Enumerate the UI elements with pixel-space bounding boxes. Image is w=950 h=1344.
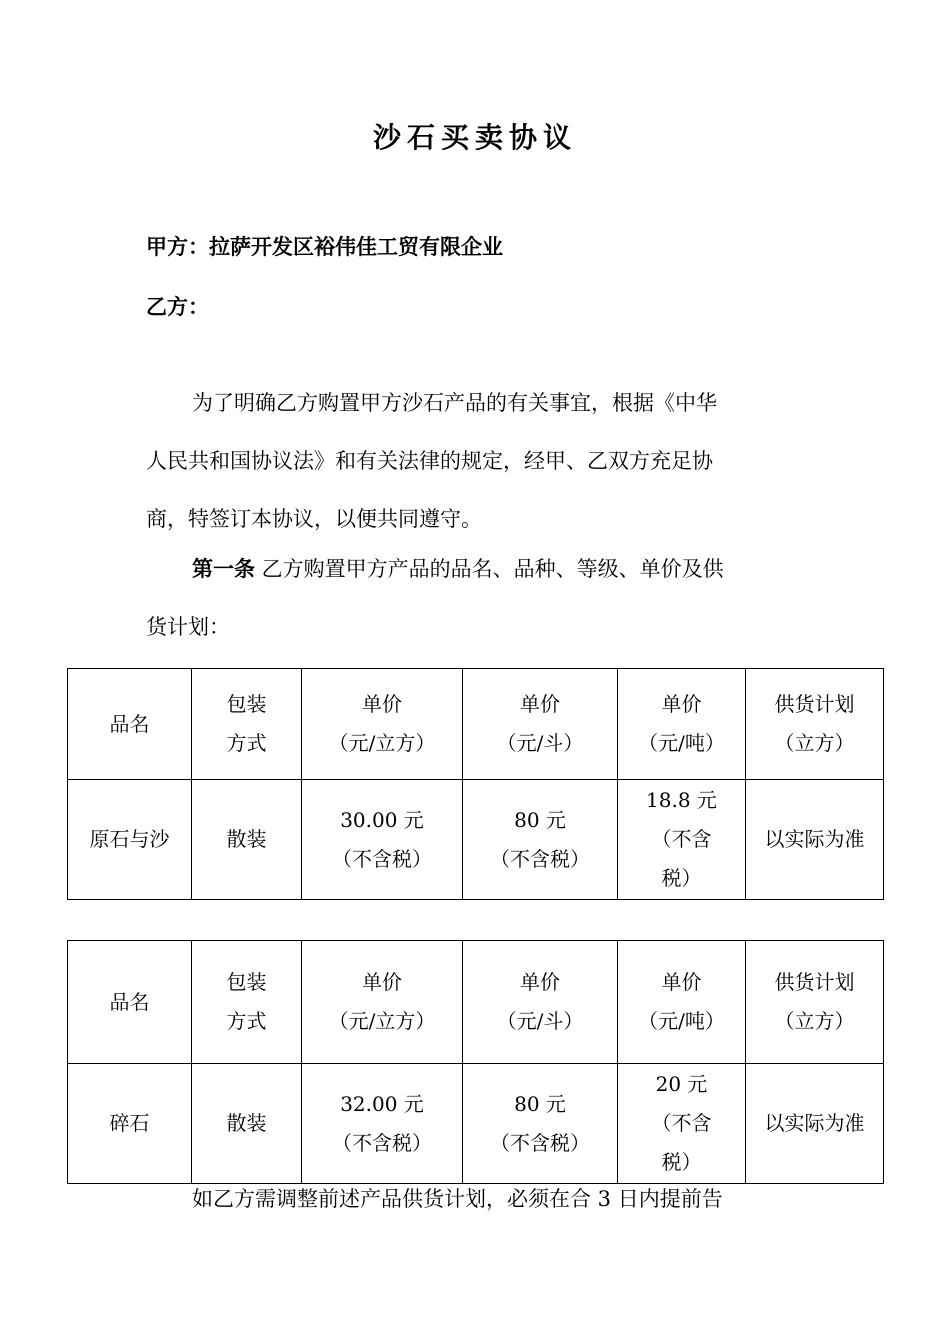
header-cell: 单价 （元/吨） <box>618 941 746 1064</box>
closing-line: 如乙方需调整前述产品供货计划，必须在合 3 日内提前告 <box>192 1187 723 1211</box>
intro-line: 为了明确乙方购置甲方沙石产品的有关事宜，根据《中华 <box>192 391 717 415</box>
price-per-bucket-cell: 80 元 （不含税） <box>463 1064 618 1184</box>
party-b: 乙方： <box>146 295 209 319</box>
price-per-bucket-cell: 80 元 （不含税） <box>463 780 618 900</box>
party-a: 甲方：拉萨开发区裕伟佳工贸有限企业 <box>146 235 503 259</box>
intro-paragraph <box>146 374 810 548</box>
table-header-row <box>68 669 884 780</box>
article-1-line-2: 货计划： <box>146 615 230 639</box>
article-1-heading: 第一条 <box>192 557 255 581</box>
packaging-cell: 散装 <box>192 780 302 900</box>
price-table-2 <box>67 940 884 1184</box>
header-cell: 单价 （元/吨） <box>618 669 746 780</box>
header-cell: 单价 （元/立方） <box>302 941 463 1064</box>
product-name-cell: 原石与沙 <box>68 780 192 900</box>
price-per-cubic-cell: 32.00 元 （不含税） <box>302 1064 463 1184</box>
product-name-cell: 碎石 <box>68 1064 192 1184</box>
price-table-1 <box>67 668 884 900</box>
header-cell: 单价 （元/斗） <box>463 941 618 1064</box>
intro-line: 人民共和国协议法》和有关法律的规定，经甲、乙双方充足协 <box>146 449 713 473</box>
table-row <box>68 780 884 900</box>
price-per-cubic-cell: 30.00 元 （不含税） <box>302 780 463 900</box>
price-per-ton-cell: 18.8 元 （不含 税） <box>618 780 746 900</box>
price-per-ton-cell: 20 元 （不含 税） <box>618 1064 746 1184</box>
supply-plan-cell: 以实际为准 <box>746 780 884 900</box>
header-cell: 单价 （元/斗） <box>463 669 618 780</box>
table-header-row <box>68 941 884 1064</box>
header-cell: 供货计划 （立方） <box>746 669 884 780</box>
header-cell: 包装 方式 <box>192 669 302 780</box>
closing-paragraph <box>146 1170 810 1228</box>
article-1-line <box>146 540 810 598</box>
article-1-text: 乙方购置甲方产品的品名、品种、等级、单价及供 <box>255 557 724 581</box>
article-1-paragraph <box>146 540 810 656</box>
header-cell: 品名 <box>68 941 192 1064</box>
header-cell: 单价 （元/立方） <box>302 669 463 780</box>
header-cell: 供货计划 （立方） <box>746 941 884 1064</box>
table-row <box>68 1064 884 1184</box>
document-title: 沙石买卖协议 <box>372 121 577 154</box>
supply-plan-cell: 以实际为准 <box>746 1064 884 1184</box>
header-cell: 品名 <box>68 669 192 780</box>
packaging-cell: 散装 <box>192 1064 302 1184</box>
header-cell: 包装 方式 <box>192 941 302 1064</box>
intro-line: 商，特签订本协议，以便共同遵守。 <box>146 507 482 531</box>
